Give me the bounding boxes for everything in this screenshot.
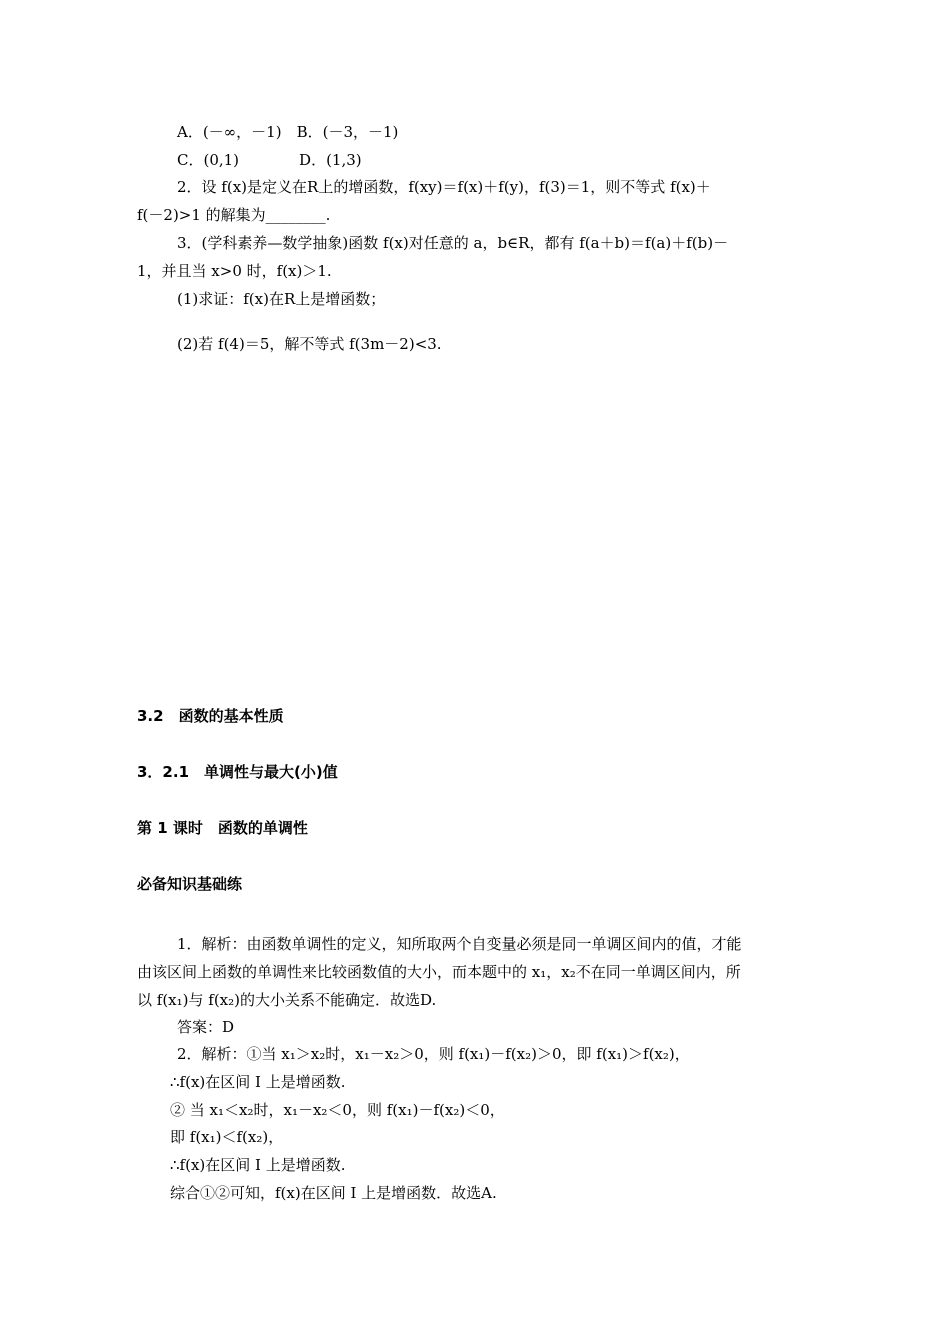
solution-2-line-2: ∴f(x)在区间 I 上是增函数.: [170, 1073, 346, 1091]
practice-heading: 必备知识基础练: [137, 875, 243, 893]
section-heading: 3.2 函数的基本性质: [137, 707, 284, 725]
solution-1-line-2: 由该区间上函数的单调性来比较函数值的大小，而本题中的 x₁，x₂不在同一单调区间内，所: [137, 963, 741, 981]
question-2-line-1: 2．设 f(x)是定义在R上的增函数，f(xy)＝f(x)＋f(y)，f(3)＝1，则不等式 f(x)＋: [177, 178, 711, 196]
lesson-heading: 第 1 课时 函数的单调性: [137, 819, 308, 837]
question-3-part-2: (2)若 f(4)＝5，解不等式 f(3m－2)<3.: [177, 335, 442, 353]
solution-2-line-5: ∴f(x)在区间 I 上是增函数.: [170, 1156, 346, 1174]
question-3-line-2: 1，并且当 x>0 时，f(x)＞1.: [137, 262, 332, 280]
question-3-line-1: 3．(学科素养—数学抽象)函数 f(x)对任意的 a，b∈R，都有 f(a＋b)＝f(a)＋f(b)－: [177, 234, 729, 252]
solution-2-line-1: 2．解析：①当 x₁＞x₂时，x₁－x₂＞0，则 f(x₁)－f(x₂)＞0，即 f(x₁)＞f(x₂)，: [177, 1045, 690, 1063]
options-a-b: A．(－∞，－1) B．(－3，－1): [177, 123, 399, 141]
solution-2-line-6: 综合①②可知，f(x)在区间 I 上是增函数．故选A.: [170, 1184, 497, 1202]
solution-2-line-3: ② 当 x₁＜x₂时，x₁－x₂＜0，则 f(x₁)－f(x₂)＜0，: [170, 1101, 505, 1119]
question-2-line-2: f(－2)>1 的解集为________.: [137, 206, 331, 224]
options-c-d: C．(0,1) D．(1,3): [177, 151, 362, 169]
solution-1-answer: 答案：D: [177, 1018, 235, 1036]
question-3-part-1: (1)求证：f(x)在R上是增函数；: [177, 290, 386, 308]
solution-2-line-4: 即 f(x₁)＜f(x₂)，: [170, 1128, 284, 1146]
solution-1-line-1: 1．解析：由函数单调性的定义，知所取两个自变量必须是同一单调区间内的值，才能: [177, 935, 742, 953]
subsection-heading: 3．2.1 单调性与最大(小)值: [137, 763, 338, 781]
solution-1-line-3: 以 f(x₁)与 f(x₂)的大小关系不能确定．故选D.: [137, 991, 437, 1009]
